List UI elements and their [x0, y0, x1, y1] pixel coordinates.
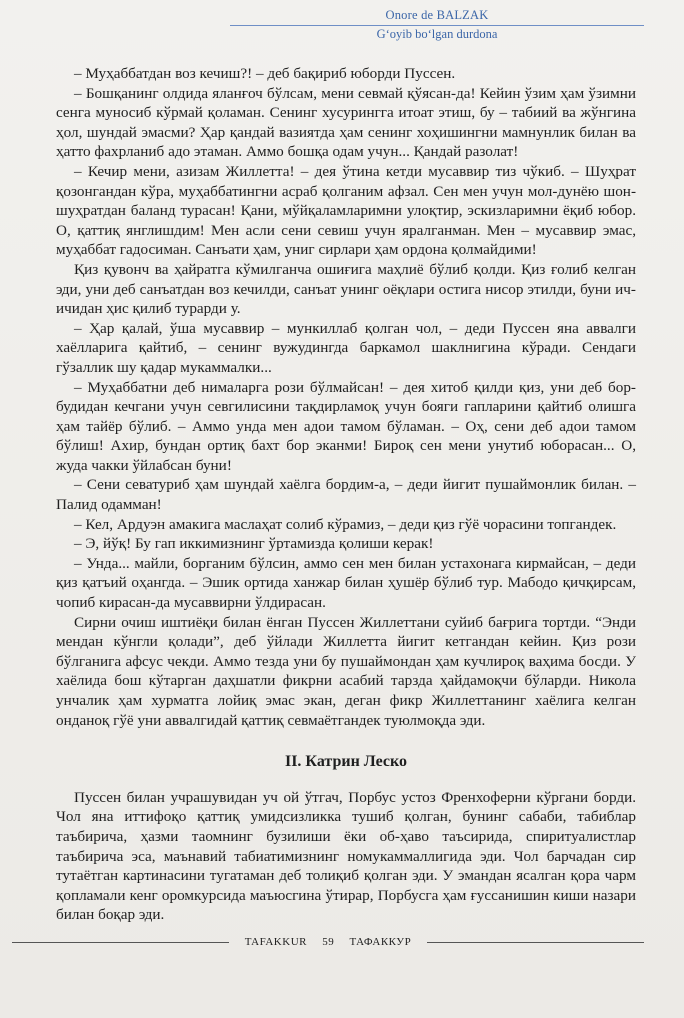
footer-rule-left: [12, 942, 229, 943]
paragraph: – Э, йўқ! Бу гап иккимизнинг ўртамизда қолиши керак!: [74, 535, 434, 553]
paragraph: – Муҳаббатни деб нималарга рози бўлмайсан! – дея хитоб қилди қиз, уни деб бор-будидан кечгани учун севгилисини тақдирламоқ учун бояги гапларини қайтиб олишга ҳам тайёр бўлиб. – Аммо унда мен адои тамом бўламан. – Оҳ, сени деб адои тамом бўлиш! Ахир, бундан ортиқ бахт бор эканми! Бироқ сен мени унутиб юборасан... О, жуда чакки ўйлабсан буни!: [56, 378, 636, 474]
footer-label: [229, 936, 427, 948]
footer-journal-cyrillic: ТАФАККУР: [349, 936, 412, 948]
header-rule: [230, 25, 644, 26]
paragraph: – Кечир мени, азизам Жиллетта! – дея ўтина кетди мусаввир тиз чўкиб. – Шуҳрат қозонгандан кўра, муҳаббатингни асраб қолганим афзал. Сен мен учун мол-дунёю шон-шуҳратдан баланд турасан! Қани, мўйқаламларимни улоқтир, эскизларимни ёқиб юбор. О, қаттиқ янглишдим! Мен асли сени севиш учун яралганман. Мен – мусаввир эмас, муҳаббат гадосиман. Санъати ҳам, униг сирлари ҳам ордона қолмайдими!: [56, 162, 636, 259]
paragraph: – Ҳар қалай, ўша мусаввир – мункиллаб қолган чол, – деди Пуссен яна аввалги хаёлларига қайтиб, – сенинг вужудингда баркамол шаклнигина кўради. Сендаги гўзаллик шу қадар мукаммалки...: [56, 319, 636, 376]
running-header: [230, 8, 644, 42]
section-heading: II. Катрин Леско: [284, 753, 408, 771]
page-number: 59: [322, 936, 335, 948]
article-body: [56, 64, 636, 925]
paragraph: – Бошқанинг олдида яланғоч бўлсам, мени севмай қўясан-да! Кейин ўзим ҳам ўзимни сенга муносиб кўрмай қоламан. Сенинг хусурингга итоат этиш, бу – табиий ва жўнгина ҳол, шундай эмасми? Ҳар қандай вазиятда ҳам сенинг хоҳишингни мамнунлик билан ва ҳатто фахрланиб адо этаман. Аммо бошқа одам учун... Қандай разолат!: [56, 84, 636, 161]
paragraph: – Кел, Ардуэн амакига маслаҳат солиб кўрамиз, – деди қиз гўё чорасини топгандек.: [74, 515, 617, 533]
page-footer: [12, 935, 644, 949]
paragraph: – Сени севатуриб ҳам шундай хаёлга бордим-а, – деди йигит пушаймонлик билан. – Палид одамман!: [56, 476, 636, 514]
header-author: Onore de BALZAK: [385, 8, 489, 22]
paragraph: Сирни очиш иштиёқи билан ёнган Пуссен Жиллеттани суйиб бағрига тортди. “Энди мендан кўнгли қолади”, деб ўйлади Жиллетта йигит кетгандан кейин. Қиз рози бўлганига афсус чекди. Аммо тезда уни бу пушаймондан ҳам кучлироқ ваҳима босди. У хаёлида бош кўтарган даҳшатли фикрни асабий тарзда ҳайдамоқчи бўларди. Никола унчалик ҳам хурматга лойиқ эмас экан, деган фикр Жиллеттанинг хаёлига келган онданоқ гўё уни аввалгидай қаттиқ севмаётгандек туюлмоқда эди.: [56, 613, 636, 729]
paragraph: Пуссен билан учрашувидан уч ой ўтгач, Порбус устоз Френхоферни кўргани борди. Чол яна иттифоқо қаттиқ умидсизликка тушиб қолган, бунинг сабаби, табиблар таъбирича, ҳазми таомнинг бузилиши ёки об-ҳаво таъсирида, спиритуалистлар таъбирича эса, маънавий табиатимизнинг номукаммаллигида эди. Чол барчадан сир тутаётган картинасини тугатаман деб толиқиб қолган эди. У эмандан ясалган қора чарм қопламали кенг оромкурсида маъюсгина ўтирар, Порбусга ҳам ғуссанишин киши назари билан боқар эди.: [56, 788, 636, 924]
footer-rule-right: [427, 942, 644, 943]
paragraph: Қиз қувонч ва ҳайратга кўмилганча ошиғига маҳлиё бўлиб қолди. Қиз ғолиб келган эди, уни деб санъатдан воз кечилди, санъат унинг оёқлари остига нисор этилди, буни ич-ичидан ҳис қилиб турарди у.: [56, 260, 636, 318]
header-title: G‘oyib bo‘lgan durdona: [376, 27, 498, 41]
paragraph: – Муҳаббатдан воз кечиш?! – деб бақириб юборди Пуссен.: [74, 65, 456, 82]
footer-journal-latin: TAFAKKUR: [244, 936, 307, 948]
paragraph: – Унда... майли, борганим бўлсин, аммо сен мен билан устахонага кирмайсан, – деди қиз қатъий оҳангда. – Эшик ортида ханжар билан ҳушёр бўлиб тур. Мабодо қичқирсам, чопиб кирасан-да мусаввирни ўлдирасан.: [56, 554, 636, 612]
